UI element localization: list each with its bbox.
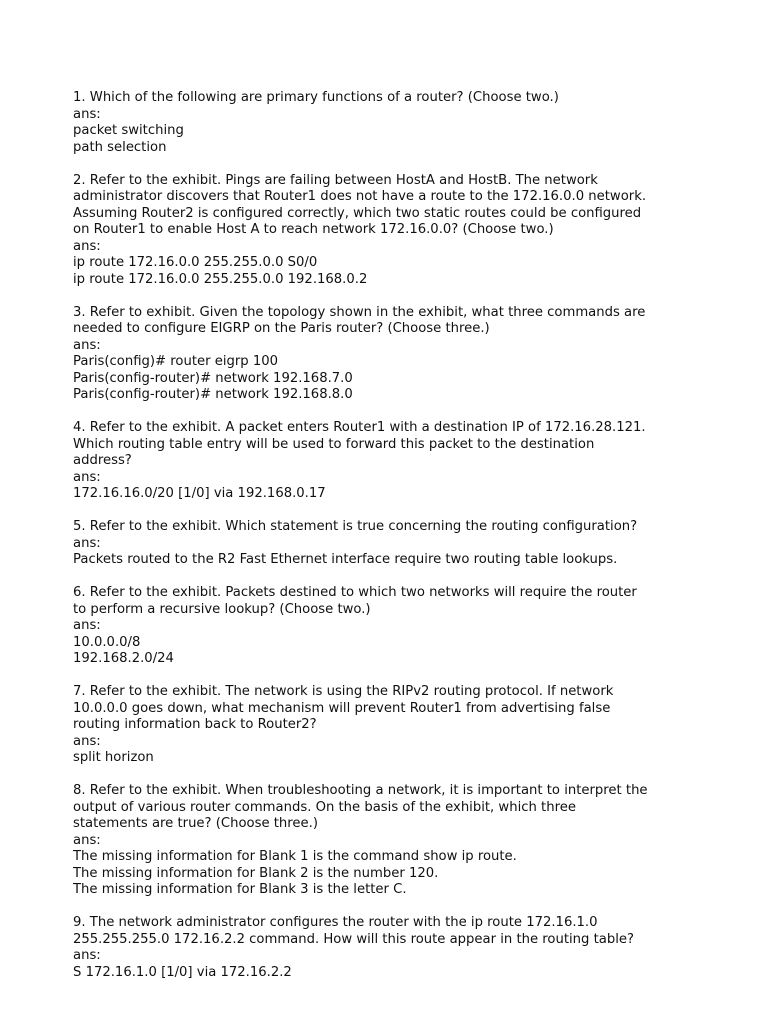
answer-line: 192.168.2.0/24: [73, 651, 174, 666]
answer-label: ans:: [73, 733, 101, 749]
answer-label: ans:: [73, 618, 101, 633]
document-page: [73, 90, 713, 998]
question-line: administrator discovers that Router1 does not have a route to the 172.16.0.0 network.: [73, 189, 647, 204]
answer-line: ip route 172.16.0.0 255.255.0.0 192.168.0.2: [73, 271, 368, 287]
question-line: statements are true? (Choose three.): [73, 816, 318, 831]
answer-line: Packets routed to the R2 Fast Ethernet interface require two routing table lookups.: [73, 552, 618, 567]
answer-line: path selection: [73, 139, 167, 155]
question-line: Which routing table entry will be used to forward this packet to the destination: [73, 436, 595, 452]
qa-block-9: [73, 915, 713, 981]
question-line: routing information back to Router2?: [73, 717, 317, 732]
question-line: 6. Refer to the exhibit. Packets destined to which two networks will require the router: [73, 585, 637, 600]
answer-line: Paris(config-router)# network 192.168.7.0: [73, 370, 353, 386]
answer-line: split horizon: [73, 750, 154, 765]
question-line: 3. Refer to exhibit. Given the topology shown in the exhibit, what three commands are: [73, 304, 646, 320]
answer-line: S 172.16.1.0 [1/0] via 172.16.2.2: [73, 964, 292, 980]
answer-label: ans:: [73, 238, 101, 254]
question-line: 1. Which of the following are primary functions of a router? (Choose two.): [73, 90, 559, 105]
question-line: 255.255.255.0 172.16.2.2 command. How will this route appear in the routing table?: [73, 931, 634, 947]
question-line: output of various router commands. On the basis of the exhibit, which three: [73, 799, 576, 815]
qa-block-3: [73, 305, 713, 404]
question-line: 5. Refer to the exhibit. Which statement is true concerning the routing configuration?: [73, 519, 638, 534]
question-line: needed to configure EIGRP on the Paris router? (Choose three.): [73, 321, 490, 336]
question-line: 8. Refer to the exhibit. When troubleshooting a network, it is important to interpret the: [73, 783, 648, 798]
answer-line: 172.16.16.0/20 [1/0] via 192.168.0.17: [73, 486, 326, 501]
answer-label: ans:: [73, 337, 101, 353]
answer-line: ip route 172.16.0.0 255.255.0.0 S0/0: [73, 255, 318, 270]
question-line: on Router1 to enable Host A to reach network 172.16.0.0? (Choose two.): [73, 222, 554, 237]
question-line: Assuming Router2 is configured correctly, which two static routes could be configured: [73, 205, 642, 221]
answer-line: Paris(config-router)# network 192.168.8.0: [73, 387, 353, 402]
answer-line: The missing information for Blank 1 is the command show ip route.: [73, 849, 517, 864]
question-line: address?: [73, 453, 132, 468]
question-line: 7. Refer to the exhibit. The network is using the RIPv2 routing protocol. If network: [73, 684, 614, 699]
question-line: 4. Refer to the exhibit. A packet enters Router1 with a destination IP of 172.16.28.121.: [73, 420, 646, 435]
answer-line: packet switching: [73, 123, 184, 138]
qa-block-4: [73, 420, 713, 503]
question-line: 9. The network administrator configures the router with the ip route 172.16.1.0: [73, 915, 598, 930]
answer-label: ans:: [73, 469, 101, 485]
qa-block-5: [73, 519, 713, 569]
question-line: 10.0.0.0 goes down, what mechanism will prevent Router1 from advertising false: [73, 700, 611, 716]
answer-line: The missing information for Blank 2 is the number 120.: [73, 865, 439, 881]
qa-block-1: [73, 90, 713, 156]
answer-line: 10.0.0.0/8: [73, 634, 141, 650]
question-line: to perform a recursive lookup? (Choose two.): [73, 601, 371, 617]
answer-line: The missing information for Blank 3 is the letter C.: [73, 882, 407, 897]
qa-block-7: [73, 684, 713, 767]
answer-label: ans:: [73, 535, 101, 551]
question-line: 2. Refer to the exhibit. Pings are failing between HostA and HostB. The network: [73, 172, 598, 188]
qa-block-8: [73, 783, 713, 899]
answer-label: ans:: [73, 832, 101, 848]
answer-label: ans:: [73, 948, 101, 963]
answer-line: Paris(config)# router eigrp 100: [73, 354, 279, 369]
qa-block-6: [73, 585, 713, 668]
qa-block-2: [73, 173, 713, 289]
answer-label: ans:: [73, 106, 101, 122]
